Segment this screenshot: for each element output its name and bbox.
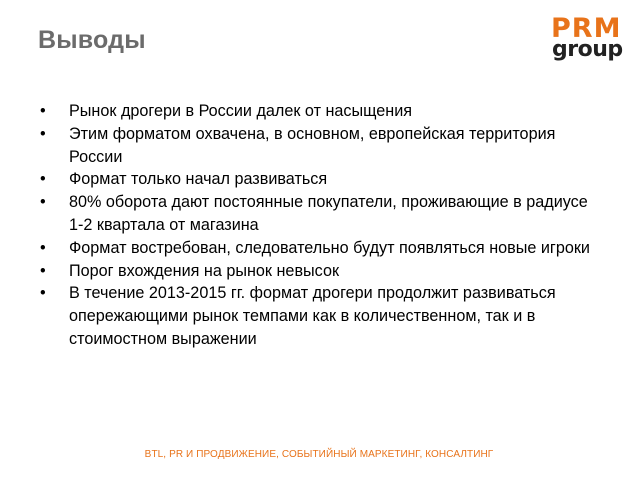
list-item — [38, 237, 598, 260]
list-item — [38, 260, 598, 283]
logo-prm-text: PRM — [551, 13, 622, 44]
prm-group-logo — [551, 13, 627, 62]
list-item — [38, 100, 598, 123]
logo-group-text: group — [552, 37, 623, 62]
list-item — [38, 282, 598, 350]
bullet-icon: • — [40, 238, 46, 257]
list-item-text: Порог вхождения на рынок невысок — [69, 261, 340, 280]
list-item — [38, 191, 598, 237]
conclusions-list — [38, 100, 598, 351]
list-item-text: 80% оборота дают постоянные покупатели, проживающие в радиусе 1-2 квартала от магазина — [69, 193, 588, 234]
slide-title: Выводы — [38, 26, 146, 54]
bullet-icon: • — [40, 193, 46, 212]
list-item — [38, 123, 598, 169]
bullet-icon: • — [40, 170, 46, 189]
bullet-icon: • — [40, 124, 46, 143]
list-item — [38, 168, 598, 191]
bullet-icon: • — [40, 102, 46, 120]
list-item-text: Формат востребован, следовательно будут появляться новые игроки — [69, 238, 590, 257]
list-item-text: Этим форматом охвачена, в основном, европейская территория России — [69, 124, 556, 166]
list-item-text: Формат только начал развиваться — [69, 170, 328, 189]
footer-tagline: BTL, PR И ПРОДВИЖЕНИЕ, СОБЫТИЙНЫЙ МАРКЕТИНГ, КОНСАЛТИНГ — [144, 449, 494, 460]
bullet-icon: • — [40, 284, 46, 303]
list-item-text: В течение 2013-2015 гг. формат дрогери продолжит развиваться опережающими рынок темпами как в количественном, так и в стоимостном выражении — [69, 284, 556, 348]
list-item-text: Рынок дрогери в России далек от насыщения — [69, 102, 413, 120]
bullet-icon: • — [40, 261, 46, 280]
